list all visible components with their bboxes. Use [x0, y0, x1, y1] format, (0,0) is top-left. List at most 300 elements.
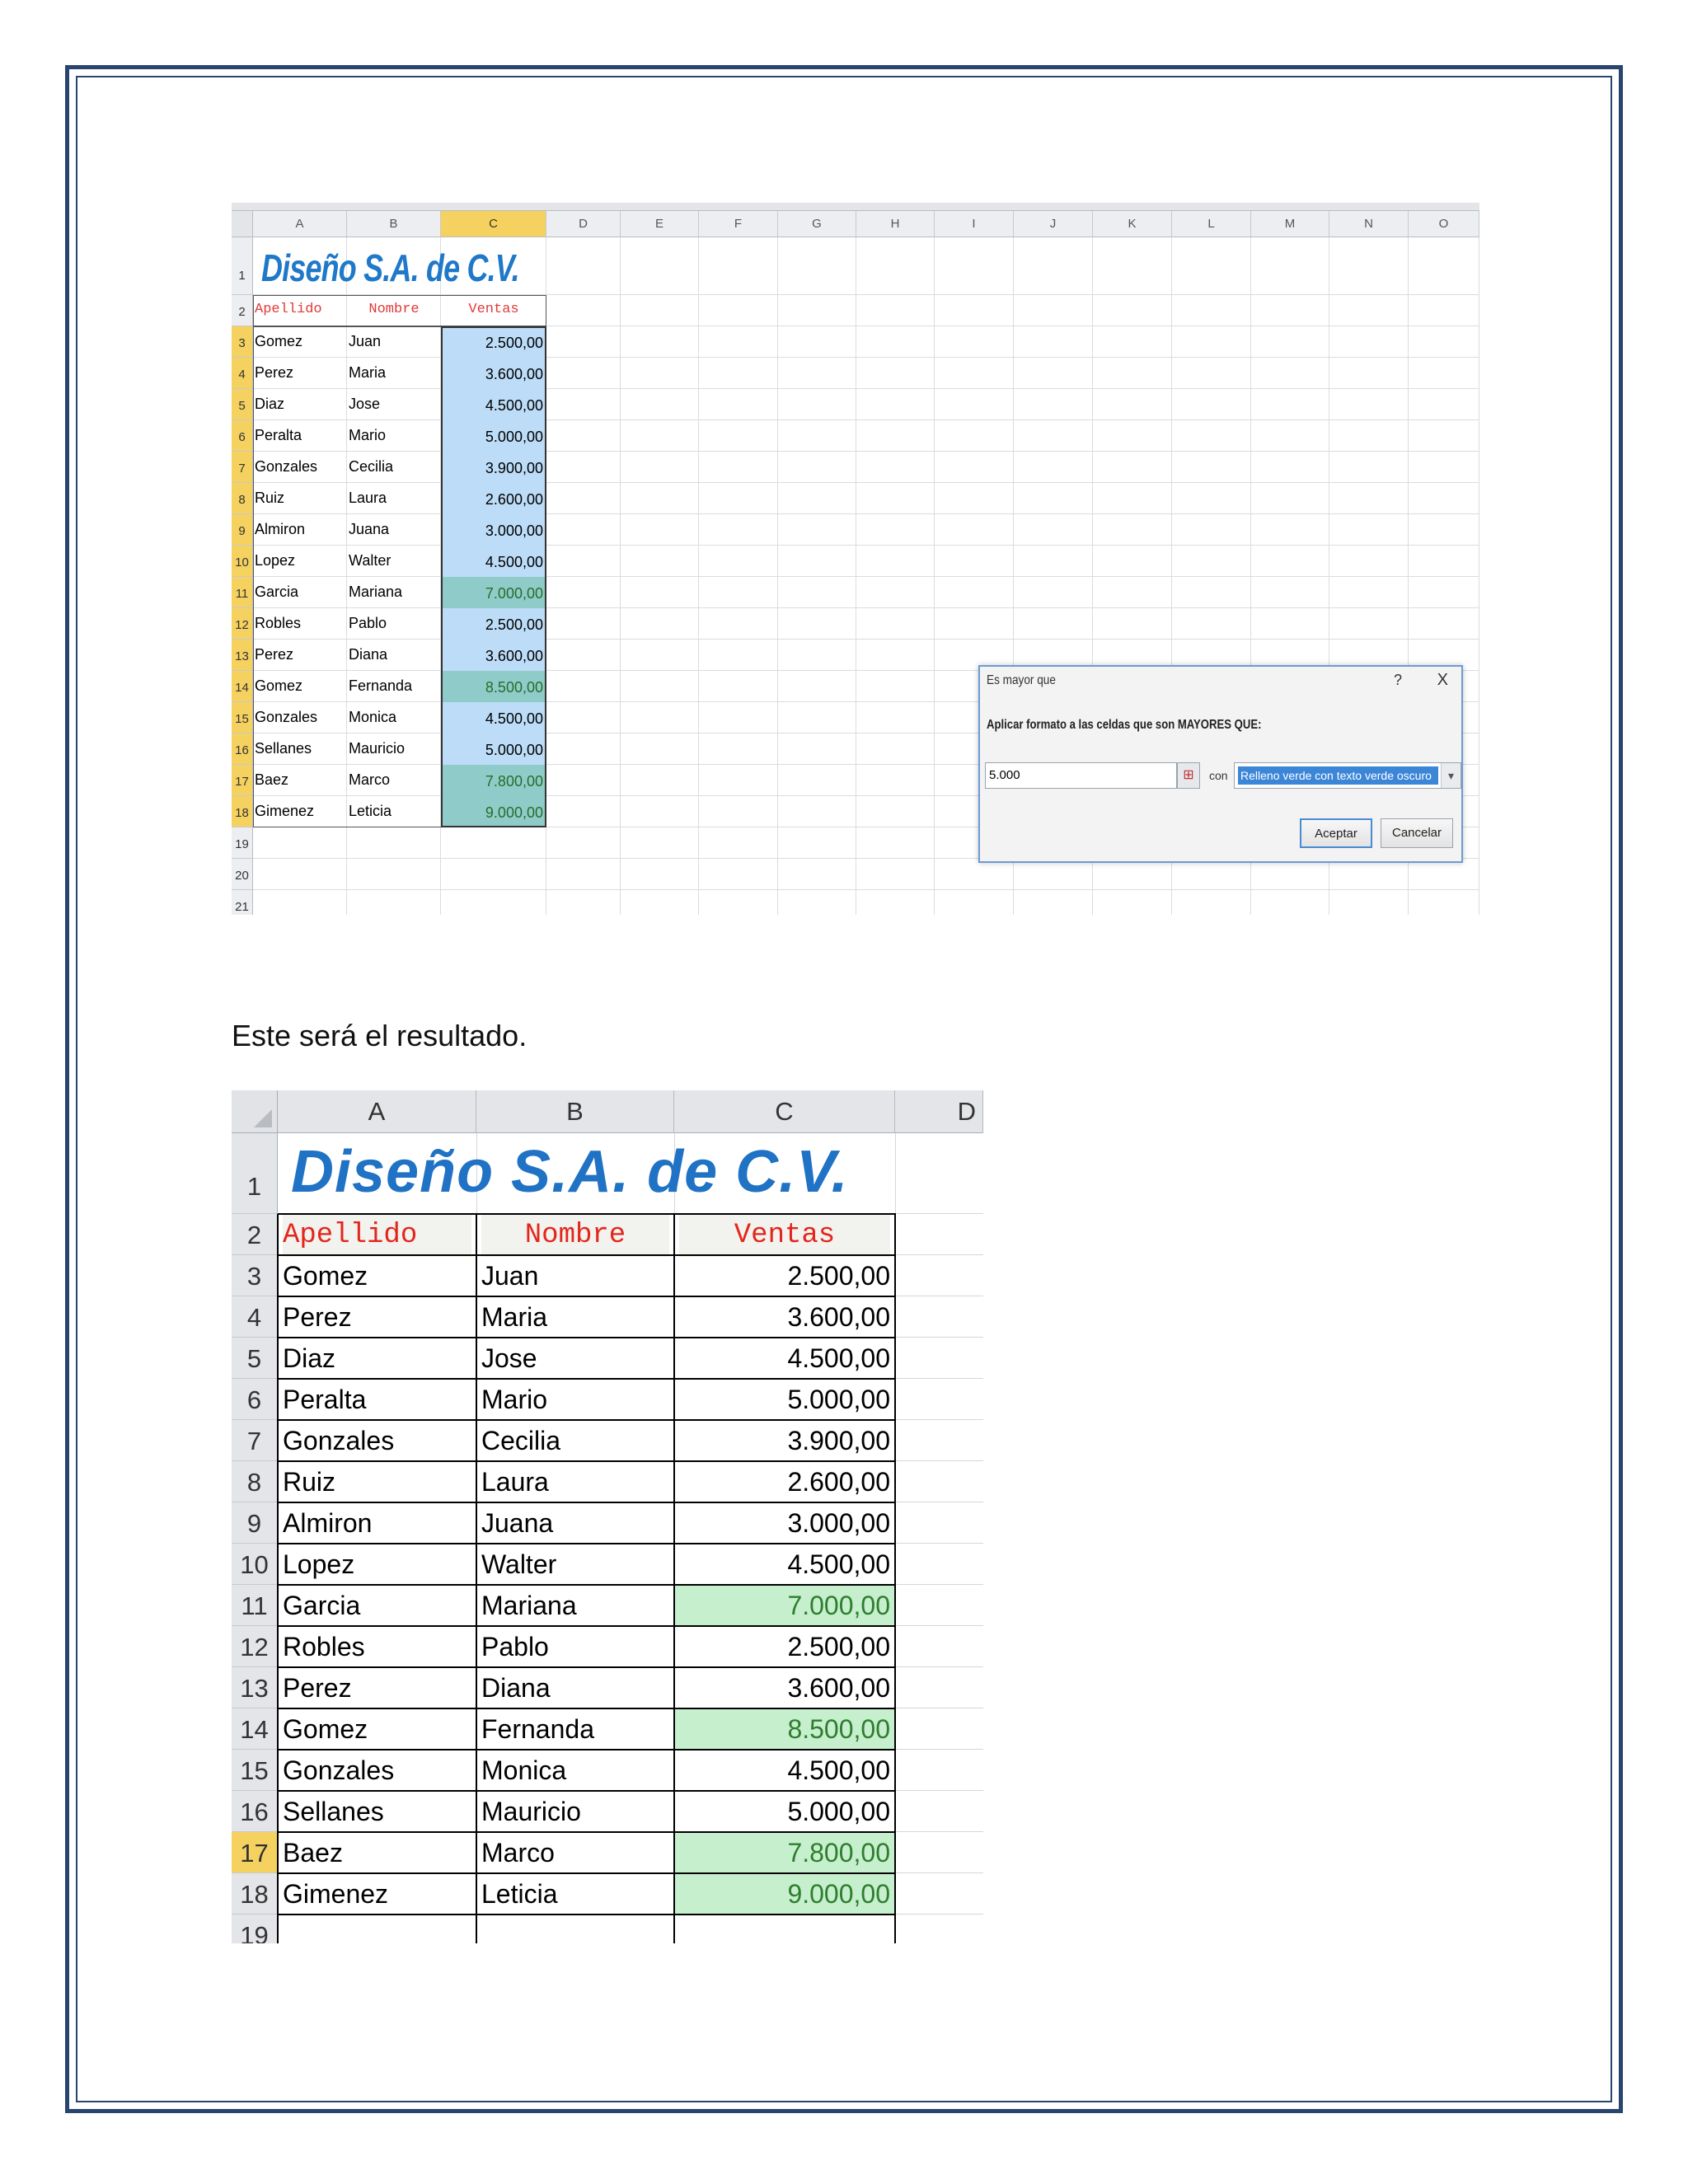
column-header-o[interactable]: O: [1409, 211, 1479, 237]
grid-cell: [1251, 483, 1329, 514]
surname-cell[interactable]: Gomez: [255, 333, 303, 349]
row-header-7[interactable]: 7: [232, 452, 253, 483]
grid-cell: [546, 546, 621, 577]
grid-cell: [856, 546, 935, 577]
chevron-down-icon[interactable]: ▾: [1441, 763, 1461, 788]
grid-cell: [546, 733, 621, 765]
grid-cell: [699, 452, 778, 483]
sales-cell[interactable]: 8.500,00: [674, 1708, 895, 1750]
grid-cell: [778, 389, 856, 420]
table-border: [278, 1790, 896, 1792]
grid-cell: [1014, 608, 1093, 640]
surname-cell[interactable]: Baez: [283, 1838, 343, 1868]
name-cell[interactable]: Jose: [481, 1343, 537, 1373]
surname-cell[interactable]: Diaz: [255, 396, 285, 412]
grid-cell: [621, 358, 699, 389]
row-header-16[interactable]: 16: [232, 733, 253, 765]
name-cell[interactable]: Monica: [481, 1755, 567, 1785]
grid-cell: [856, 514, 935, 546]
selection-border: [441, 326, 546, 827]
grid-cell: [778, 796, 856, 827]
grid-cell: [1409, 483, 1479, 514]
grid-cell: [1329, 577, 1409, 608]
grid-cell: [621, 702, 699, 733]
grid-cell: [778, 859, 856, 890]
surname-cell[interactable]: Lopez: [255, 552, 296, 569]
sales-cell[interactable]: 4.500,00: [441, 389, 546, 420]
grid-cell: [1093, 577, 1172, 608]
name-cell[interactable]: Juana: [349, 521, 390, 537]
surname-cell[interactable]: Gonzales: [255, 458, 318, 475]
surname-cell[interactable]: Gomez: [283, 1714, 368, 1744]
grid-cell: [935, 514, 1014, 546]
table-border: [278, 1460, 896, 1462]
grid-cell: [856, 859, 935, 890]
table-border: [278, 1584, 896, 1586]
sheet-title: Diseño S.A. de C.V.: [261, 246, 519, 289]
name-cell[interactable]: Marco: [349, 771, 391, 788]
column-label-apellido: Apellido: [255, 302, 322, 317]
name-cell[interactable]: Walter: [349, 552, 392, 569]
grid-cell: [1251, 577, 1329, 608]
column-header-g[interactable]: G: [778, 211, 856, 237]
table-border: [278, 1502, 896, 1503]
grid-cell: [778, 452, 856, 483]
ribbon-edge: [232, 203, 1479, 211]
table-border: [278, 1543, 896, 1544]
sales-cell[interactable]: 4.500,00: [787, 1343, 890, 1373]
surname-cell[interactable]: Garcia: [283, 1591, 361, 1620]
row-header-2[interactable]: 2: [232, 1214, 278, 1255]
surname-cell[interactable]: Gomez: [255, 677, 303, 694]
grid-cell: [699, 389, 778, 420]
cancel-button[interactable]: Cancelar: [1381, 818, 1453, 848]
grid-cell: [1251, 859, 1329, 890]
name-cell[interactable]: Diana: [481, 1673, 551, 1703]
column-header-n[interactable]: N: [1329, 211, 1409, 237]
grid-cell: [621, 827, 699, 859]
excel-screenshot-result: [232, 1090, 983, 1943]
sales-cell[interactable]: 2.600,00: [787, 1467, 890, 1497]
select-all-corner[interactable]: [232, 211, 253, 237]
grid-cell: [699, 827, 778, 859]
surname-cell[interactable]: Gonzales: [283, 1426, 395, 1455]
grid-cell: [1014, 326, 1093, 358]
grid-cell: [546, 796, 621, 827]
grid-cell: [1329, 483, 1409, 514]
surname-cell[interactable]: Lopez: [283, 1549, 355, 1579]
row-header-16[interactable]: 16: [232, 1791, 278, 1832]
grid-cell: [1172, 237, 1251, 295]
sales-cell[interactable]: 5.000,00: [787, 1385, 890, 1414]
column-header-d[interactable]: D: [895, 1090, 983, 1133]
row-header-19[interactable]: 19: [232, 1915, 278, 1943]
grid-cell: [1014, 358, 1093, 389]
grid-cell: [441, 890, 546, 915]
grid-cell: [1409, 389, 1479, 420]
grid-cell: [935, 420, 1014, 452]
row-header-21[interactable]: 21: [232, 890, 253, 915]
grid-cell: [699, 358, 778, 389]
grid-cell: [778, 702, 856, 733]
grid-cell: [621, 796, 699, 827]
grid-cell: [1409, 452, 1479, 483]
name-cell[interactable]: Leticia: [481, 1879, 558, 1909]
sales-cell[interactable]: 3.600,00: [787, 1302, 890, 1332]
sales-cell[interactable]: 4.500,00: [787, 1755, 890, 1785]
row-header-4[interactable]: 4: [232, 1296, 278, 1338]
surname-cell[interactable]: Perez: [255, 646, 294, 663]
grid-cell: [856, 671, 935, 702]
sales-cell[interactable]: 9.000,00: [441, 796, 546, 827]
surname-cell[interactable]: Gimenez: [283, 1879, 389, 1909]
name-cell[interactable]: Leticia: [349, 803, 392, 819]
row-header-18[interactable]: 18: [232, 796, 253, 827]
column-header-h[interactable]: H: [856, 211, 935, 237]
row-header-13[interactable]: 13: [232, 1667, 278, 1708]
grid-cell: [856, 389, 935, 420]
grid-cell: [856, 577, 935, 608]
grid-cell: [1014, 859, 1093, 890]
grid-cell: [935, 237, 1014, 295]
table-border: [673, 1214, 675, 1943]
grid-cell: [1409, 514, 1479, 546]
grid-cell: [778, 765, 856, 796]
grid-cell: [856, 295, 935, 326]
grid-cell: [621, 452, 699, 483]
help-icon[interactable]: ?: [1393, 672, 1402, 688]
surname-cell[interactable]: Perez: [283, 1302, 352, 1332]
surname-cell[interactable]: Almiron: [283, 1508, 373, 1538]
grid-cell: [935, 608, 1014, 640]
grid-cell: [699, 608, 778, 640]
name-cell[interactable]: Maria: [481, 1302, 548, 1332]
row-header-11[interactable]: 11: [232, 577, 253, 608]
excel-screenshot-conditional-format-dialog: [232, 201, 1479, 915]
surname-cell[interactable]: Perez: [255, 364, 294, 381]
row-header-4[interactable]: 4: [232, 358, 253, 389]
grid-cell: [778, 890, 856, 915]
grid-cell: [441, 859, 546, 890]
name-cell[interactable]: Fernanda: [481, 1714, 594, 1744]
surname-cell[interactable]: Baez: [255, 771, 289, 788]
sales-cell[interactable]: 4.500,00: [441, 546, 546, 577]
name-cell[interactable]: Mario: [349, 427, 387, 443]
sales-cell[interactable]: 3.000,00: [787, 1508, 890, 1538]
surname-cell[interactable]: Ruiz: [255, 490, 285, 506]
row-header-8[interactable]: 8: [232, 1461, 278, 1502]
sales-cell[interactable]: 7.000,00: [441, 577, 546, 608]
table-border: [278, 1213, 896, 1215]
column-header-b[interactable]: B: [347, 211, 441, 237]
sales-cell[interactable]: 3.600,00: [787, 1673, 890, 1703]
name-cell[interactable]: Cecilia: [481, 1426, 561, 1455]
sales-cell[interactable]: 3.600,00: [441, 358, 546, 389]
grid-cell: [1329, 295, 1409, 326]
sales-cell[interactable]: 3.000,00: [441, 514, 546, 546]
grid-cell: [1093, 859, 1172, 890]
grid-cell: [856, 890, 935, 915]
table-border: [278, 1831, 896, 1833]
sales-cell[interactable]: 2.500,00: [787, 1261, 890, 1291]
grid-cell: [1172, 577, 1251, 608]
grid-cell: [1093, 483, 1172, 514]
table-border: [894, 1214, 896, 1943]
row-header-12[interactable]: 12: [232, 1626, 278, 1667]
sales-cell[interactable]: 2.500,00: [441, 608, 546, 640]
column-header-k[interactable]: K: [1093, 211, 1172, 237]
greater-than-dialog: [978, 665, 1463, 863]
name-cell[interactable]: Cecilia: [349, 458, 394, 475]
sales-cell[interactable]: 3.600,00: [441, 640, 546, 671]
sales-cell[interactable]: 4.500,00: [787, 1549, 890, 1579]
name-cell[interactable]: Juana: [481, 1508, 554, 1538]
grid-cell: [546, 702, 621, 733]
table-border: [278, 1666, 896, 1668]
grid-cell: [546, 295, 621, 326]
surname-cell[interactable]: Peralta: [283, 1385, 367, 1414]
sales-cell[interactable]: 7.000,00: [674, 1585, 895, 1626]
sales-cell[interactable]: 3.900,00: [787, 1426, 890, 1455]
name-cell[interactable]: Mauricio: [481, 1797, 581, 1826]
row-header-17[interactable]: 17: [232, 1832, 278, 1873]
grid-cell: [546, 671, 621, 702]
column-header-j[interactable]: J: [1014, 211, 1093, 237]
column-header-a[interactable]: A: [278, 1090, 476, 1133]
table-border: [278, 1337, 896, 1338]
column-header-d[interactable]: D: [546, 211, 621, 237]
grid-cell: [778, 827, 856, 859]
table-border: [278, 1254, 896, 1256]
surname-cell[interactable]: Gonzales: [283, 1755, 395, 1785]
row-header-10[interactable]: 10: [232, 546, 253, 577]
row-header-6[interactable]: 6: [232, 420, 253, 452]
row-header-3[interactable]: 3: [232, 1255, 278, 1296]
sales-cell[interactable]: 5.000,00: [441, 420, 546, 452]
grid-cell: [1329, 890, 1409, 915]
column-header-m[interactable]: M: [1251, 211, 1329, 237]
surname-cell[interactable]: Perez: [283, 1673, 352, 1703]
row-header-8[interactable]: 8: [232, 483, 253, 514]
row-header-6[interactable]: 6: [232, 1379, 278, 1420]
name-cell[interactable]: Marco: [481, 1838, 555, 1868]
column-header-i[interactable]: I: [935, 211, 1014, 237]
sales-cell[interactable]: 4.500,00: [441, 702, 546, 733]
row-header-19[interactable]: 19: [232, 827, 253, 859]
grid-cell: [546, 859, 621, 890]
surname-cell[interactable]: Robles: [283, 1632, 365, 1661]
name-cell[interactable]: Fernanda: [349, 677, 413, 694]
cell-picker-icon[interactable]: ⊞: [1177, 762, 1200, 789]
sales-cell[interactable]: 8.500,00: [441, 671, 546, 702]
row-header-18[interactable]: 18: [232, 1873, 278, 1915]
row-header-5[interactable]: 5: [232, 1338, 278, 1379]
sales-cell[interactable]: 7.800,00: [674, 1832, 895, 1873]
surname-cell[interactable]: Ruiz: [283, 1467, 336, 1497]
row-header-9[interactable]: 9: [232, 1502, 278, 1544]
row-header-3[interactable]: 3: [232, 326, 253, 358]
table-border: [278, 1872, 896, 1874]
grid-cell: [778, 671, 856, 702]
sales-cell[interactable]: 2.500,00: [441, 326, 546, 358]
name-cell[interactable]: Mariana: [349, 583, 403, 600]
table-border: [278, 1749, 896, 1750]
row-header-5[interactable]: 5: [232, 389, 253, 420]
grid-cell: [1251, 546, 1329, 577]
grid-cell: [856, 640, 935, 671]
sales-cell[interactable]: 5.000,00: [441, 733, 546, 765]
select-all-corner[interactable]: [232, 1090, 278, 1133]
sales-cell[interactable]: 9.000,00: [674, 1873, 895, 1915]
column-header-c[interactable]: C: [441, 211, 546, 237]
grid-cell: [1093, 890, 1172, 915]
grid-cell: [856, 702, 935, 733]
name-cell[interactable]: Laura: [481, 1467, 549, 1497]
grid-cell: [1014, 295, 1093, 326]
name-cell[interactable]: Mario: [481, 1385, 548, 1414]
surname-cell[interactable]: Gomez: [283, 1261, 368, 1291]
threshold-input[interactable]: 5.000: [985, 762, 1177, 789]
grid-cell: [935, 483, 1014, 514]
sales-cell[interactable]: 2.600,00: [441, 483, 546, 514]
sales-cell[interactable]: 5.000,00: [787, 1797, 890, 1826]
grid-cell: [1251, 389, 1329, 420]
row-header-20[interactable]: 20: [232, 859, 253, 890]
row-header-13[interactable]: 13: [232, 640, 253, 671]
grid-cell: [778, 608, 856, 640]
grid-cell: [856, 765, 935, 796]
grid-cell: [1014, 237, 1093, 295]
row-header-14[interactable]: 14: [232, 671, 253, 702]
name-cell[interactable]: Juan: [349, 333, 382, 349]
row-header-11[interactable]: 11: [232, 1585, 278, 1626]
grid-cell: [1093, 358, 1172, 389]
column-header-b[interactable]: B: [476, 1090, 674, 1133]
accept-button[interactable]: Aceptar: [1300, 818, 1372, 848]
grid-cell: [699, 295, 778, 326]
surname-cell[interactable]: Almiron: [255, 521, 306, 537]
close-icon[interactable]: X: [1437, 671, 1448, 689]
grid-cell: [935, 326, 1014, 358]
name-cell[interactable]: Maria: [349, 364, 387, 381]
column-header-a[interactable]: A: [253, 211, 347, 237]
column-header-l[interactable]: L: [1172, 211, 1251, 237]
surname-cell[interactable]: Diaz: [283, 1343, 336, 1373]
dialog-title: Es mayor que: [987, 673, 1056, 687]
name-cell[interactable]: Walter: [481, 1549, 557, 1579]
surname-cell[interactable]: Sellanes: [283, 1797, 384, 1826]
grid-cell: [856, 420, 935, 452]
name-cell[interactable]: Diana: [349, 646, 388, 663]
grid-cell: [1409, 295, 1479, 326]
grid-cell: [1329, 389, 1409, 420]
table-border: [278, 1708, 896, 1709]
grid-cell: [546, 452, 621, 483]
grid-cell: [1014, 514, 1093, 546]
table-border: [277, 1214, 279, 1943]
grid-cell: [699, 765, 778, 796]
grid-cell: [1014, 577, 1093, 608]
dialog-prompt: Aplicar formato a las celdas que son MAYORES QUE:: [987, 718, 1262, 732]
surname-cell[interactable]: Gimenez: [255, 803, 315, 819]
sales-cell[interactable]: 7.800,00: [441, 765, 546, 796]
grid-cell: [1251, 295, 1329, 326]
name-cell[interactable]: Mauricio: [349, 740, 406, 757]
grid-cell: [1172, 295, 1251, 326]
grid-cell: [699, 796, 778, 827]
surname-cell[interactable]: Robles: [255, 615, 302, 631]
grid-cell: [778, 483, 856, 514]
grid-cell: [1251, 237, 1329, 295]
grid-cell: [1014, 389, 1093, 420]
surname-cell[interactable]: Sellanes: [255, 740, 312, 757]
grid-cell: [699, 420, 778, 452]
row-header-12[interactable]: 12: [232, 608, 253, 640]
row-header-10[interactable]: 10: [232, 1544, 278, 1585]
row-header-1[interactable]: 1: [232, 237, 253, 295]
name-cell[interactable]: Jose: [349, 396, 381, 412]
sales-cell[interactable]: 2.500,00: [787, 1632, 890, 1661]
row-header-1[interactable]: 1: [232, 1133, 278, 1214]
grid-cell: [1093, 326, 1172, 358]
row-header-2[interactable]: 2: [232, 295, 253, 326]
grid-cell: [1409, 546, 1479, 577]
row-header-7[interactable]: 7: [232, 1420, 278, 1461]
grid-cell: [441, 827, 546, 859]
grid-cell: [546, 420, 621, 452]
grid-cell: [1014, 483, 1093, 514]
name-cell[interactable]: Laura: [349, 490, 387, 506]
name-cell[interactable]: Mariana: [481, 1591, 577, 1620]
name-cell[interactable]: Pablo: [481, 1632, 549, 1661]
sheet-title: Diseño S.A. de C.V.: [291, 1139, 849, 1205]
grid-cell: [1251, 420, 1329, 452]
row-header-15[interactable]: 15: [232, 1750, 278, 1791]
surname-cell[interactable]: Gonzales: [255, 709, 318, 725]
grid-cell: [1409, 358, 1479, 389]
grid-cell: [1093, 514, 1172, 546]
column-header-c[interactable]: C: [674, 1090, 895, 1133]
grid-cell: [699, 483, 778, 514]
row-header-9[interactable]: 9: [232, 514, 253, 546]
column-header-e[interactable]: E: [621, 211, 699, 237]
grid-cell: [699, 702, 778, 733]
grid-cell: [253, 827, 347, 859]
grid-cell: [699, 640, 778, 671]
grid-cell: [1172, 358, 1251, 389]
name-cell[interactable]: Juan: [481, 1261, 539, 1291]
surname-cell[interactable]: Garcia: [255, 583, 299, 600]
table-border: [278, 1378, 896, 1380]
grid-cell: [621, 483, 699, 514]
row-header-17[interactable]: 17: [232, 765, 253, 796]
grid-cell: [1093, 237, 1172, 295]
format-select[interactable]: [1234, 762, 1461, 789]
name-cell[interactable]: Pablo: [349, 615, 387, 631]
grid-cell: [699, 671, 778, 702]
surname-cell[interactable]: Peralta: [255, 427, 302, 443]
grid-cell: [621, 890, 699, 915]
row-header-15[interactable]: 15: [232, 702, 253, 733]
format-select-value: Relleno verde con texto verde oscuro: [1238, 766, 1438, 785]
row-header-14[interactable]: 14: [232, 1708, 278, 1750]
grid-cell: [621, 389, 699, 420]
grid-cell: [1329, 859, 1409, 890]
column-header-f[interactable]: F: [699, 211, 778, 237]
sales-cell[interactable]: 3.900,00: [441, 452, 546, 483]
name-cell[interactable]: Monica: [349, 709, 397, 725]
grid-cell: [546, 765, 621, 796]
